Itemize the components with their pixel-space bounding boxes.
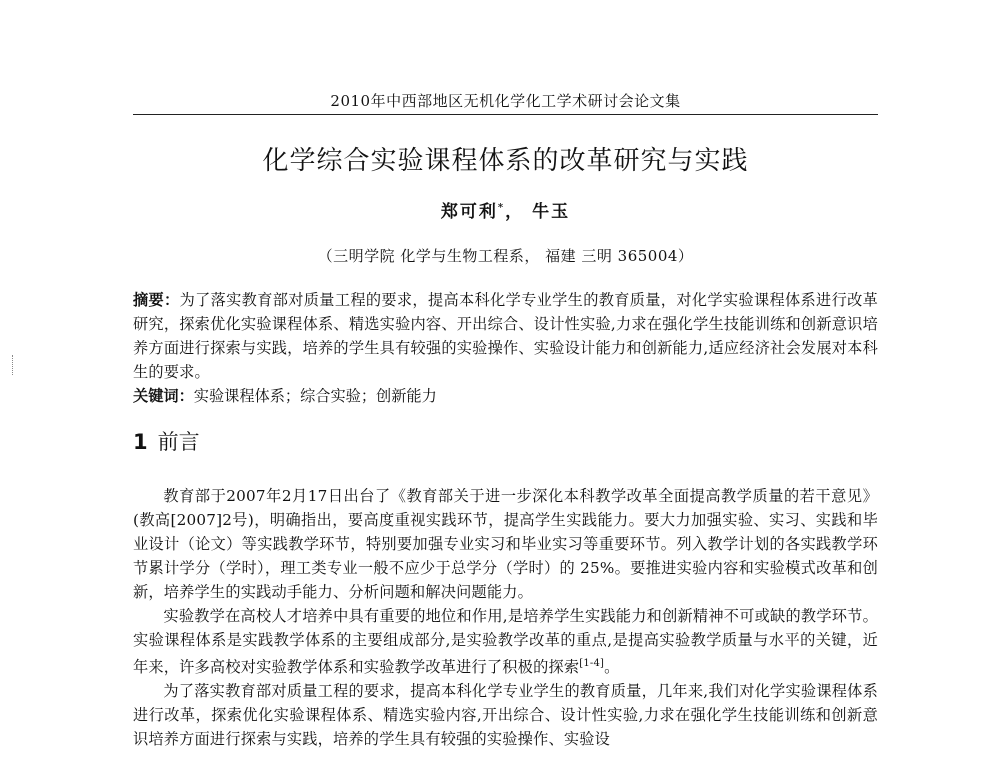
section-number: 1 [133, 430, 148, 454]
author-separator: ， [505, 202, 525, 222]
body-text [133, 484, 878, 751]
author-name: 牛玉 [532, 202, 571, 222]
author-line [133, 197, 878, 222]
paragraph-text: 实验教学在高校人才培养中具有重要的地位和作用,是培养学生实践能力和创新精神不可或缺的教学环节。实验课程体系是实践教学体系的主要组成部分,是实验教学改革的重点,是提高实验教学质量与水平的关键，近年来，许多高校对实验教学体系和实验教学改革进行了积极的探索 [133, 607, 878, 677]
scan-margin-mark [12, 355, 15, 375]
author-name: 郑可利 [440, 202, 498, 222]
affiliation: （三明学院 化学与生物工程系， 福建 三明 365004） [317, 247, 694, 265]
paragraph-text: 教育部于2007年2月17日出台了《教育部关于进一步深化本科教学改革全面提高教学质量的若干意见》(教高[2007]2号)，明确指出，要高度重视实践环节，提高学生实践能力。要大力加强实验、实习、实践和毕业设计（论文）等实践教学环节，特别要加强专业实习和毕业实习等重要环节。列入教学计划的各实践教学环节累计学分（学时），理工类专业一般不应少于总学分（学时）的 25%。要推进实验内容和实验模式改革和创新，培养学生的实践动手能力、分析问题和解决问题能力。 [133, 487, 878, 601]
paragraph [133, 604, 878, 679]
paragraph-end: 。 [604, 658, 620, 677]
citation: [1-4] [579, 658, 605, 669]
running-header-text: 2010年中西部地区无机化学化工学术研讨会论文集 [330, 92, 681, 110]
paragraph-text: 为了落实教育部对质量工程的要求，提高本科化学专业学生的教育质量，几年来,我们对化学实验课程体系进行改革，探索优化实验课程体系、精选实验内容,开出综合、设计性实验,力求在强化学生技能训练和创新意识培养方面进行探索与实践，培养的学生具有较强的实验操作、实验设 [133, 682, 878, 749]
running-header [133, 90, 878, 115]
abstract-text: 为了落实教育部对质量工程的要求，提高本科化学专业学生的教育质量，对化学实验课程体系进行改革研究，探索优化实验课程体系、精选实验内容、开出综合、设计性实验,力求在强化学生技能训练和创新意识培养方面进行探索与实践，培养的学生具有较强的实验操作、实验设计能力和创新能力,适应经济社会发展对本科生的要求。 [133, 291, 878, 381]
paragraph [133, 484, 878, 604]
paper-title: 化学综合实验课程体系的改革研究与实践 [262, 146, 749, 176]
keywords [133, 384, 878, 408]
paragraph [133, 679, 878, 751]
section-title: 前言 [157, 430, 200, 454]
abstract [133, 288, 878, 384]
keywords-label: 关键词： [133, 387, 194, 405]
corresponding-mark: * [497, 202, 506, 214]
section-heading [133, 426, 200, 456]
abstract-label: 摘要： [133, 291, 180, 309]
keywords-text: 实验课程体系；综合实验；创新能力 [193, 387, 437, 405]
